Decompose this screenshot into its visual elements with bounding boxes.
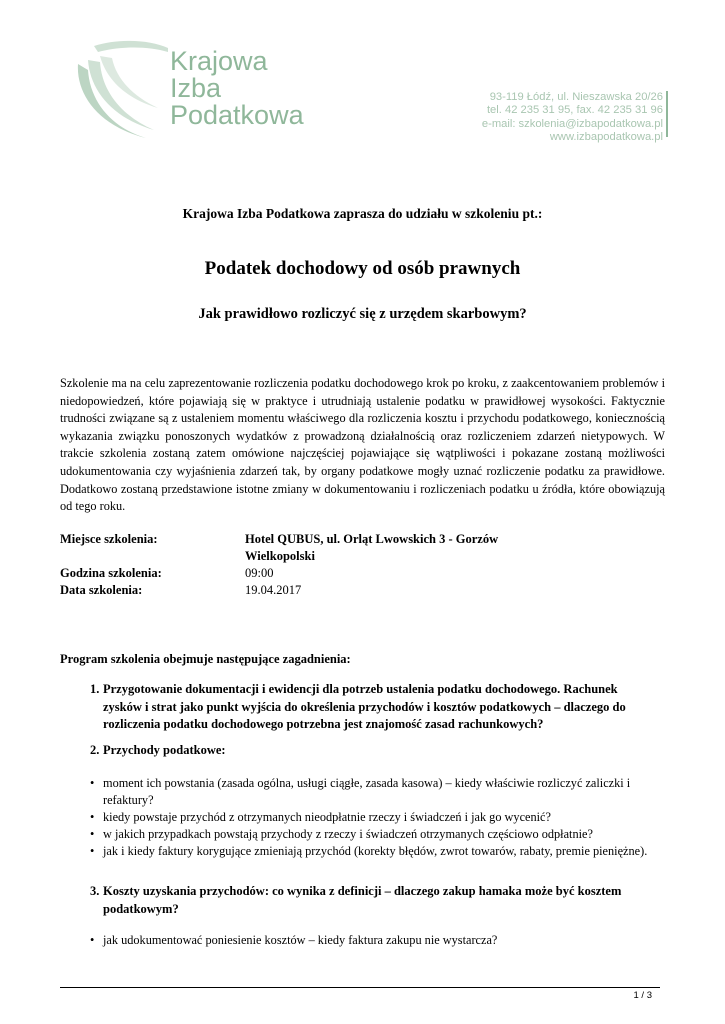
place-label: Miejsce szkolenia: — [60, 532, 158, 546]
contact-address: 93-119 Łódź, ul. Nieszawska 20/26 — [489, 91, 663, 103]
bullet-icon: • — [90, 827, 95, 841]
program-item-1 — [90, 681, 650, 735]
list-item-text: jak i kiedy faktury korygujące zmieniają przychód (korekty błędów, zwrot towarów, rabaty, premie pieniężne). — [103, 844, 648, 858]
time-label: Godzina szkolenia: — [60, 566, 162, 580]
list-item-text: jak udokumentować poniesienie kosztów – kiedy faktura zakupu nie wystarcza? — [103, 933, 498, 947]
info-row-time — [60, 565, 520, 582]
program-item-3 — [90, 883, 650, 919]
logo-line: Izba — [170, 73, 222, 103]
contact-divider — [666, 91, 668, 137]
logo-line: Krajowa — [170, 46, 268, 76]
list-item — [90, 809, 655, 827]
training-info-table — [60, 531, 520, 599]
list-item — [90, 775, 655, 810]
list-item-text: moment ich powstania (zasada ogólna, usługi ciągłe, zasada kasowa) – kiedy właściwie rozliczyć zaliczki i refaktury? — [103, 776, 631, 808]
date-label: Data szkolenia: — [60, 583, 143, 597]
list-item-text: w jakich przypadkach powstają przychody z rzeczy i świadczeń otrzymanych częściowo odpłatnie? — [103, 827, 593, 841]
program-item-number: 2. — [90, 743, 100, 757]
program-item-text: Przygotowanie dokumentacji i ewidencji dla potrzeb ustalenia podatku dochodowego. Rachunek zysków i strat jako punkt wyjścia do określenia przychodów i kosztów podatkowych – dlaczego do rozliczenia podatku dochodowego potrzebna jest znajomość zasad rachunkowych? — [103, 682, 626, 731]
bullet-icon: • — [90, 810, 95, 824]
contact-phone: tel. 42 235 31 95, fax. 42 235 31 96 — [486, 104, 663, 117]
info-row-date — [60, 582, 520, 599]
program-item-2 — [90, 742, 650, 760]
logo-wordmark — [170, 48, 304, 129]
list-item — [90, 843, 655, 878]
page-title: Podatek dochodowy od osób prawnych — [204, 258, 521, 279]
contact-email[interactable]: e-mail: szkolenia@izbapodatkowa.pl — [481, 117, 663, 130]
program-item-text: Przychody podatkowe: — [103, 743, 226, 757]
intro-text: Krajowa Izba Podatkowa zaprasza do udziału w szkoleniu pt.: — [182, 206, 543, 221]
time-value: 09:00 — [245, 566, 274, 580]
program-item-number: 3. — [90, 884, 100, 898]
list-item-text: kiedy powstaje przychód z otrzymanych nieodpłatnie rzeczy i świadczeń i jak go wycenić? — [103, 810, 551, 824]
program-item-number: 1. — [90, 682, 100, 696]
logo-emblem-icon — [72, 34, 172, 146]
footer-divider — [60, 987, 660, 988]
program-item-text: Koszty uzyskania przychodów: co wynika z definicji – dlaczego zakup hamaka może być kosztem podatkowym? — [103, 884, 622, 916]
page-number: 1 / 3 — [633, 990, 652, 1001]
contact-block — [482, 91, 663, 145]
bullet-icon: • — [90, 776, 95, 790]
list-item — [90, 932, 655, 950]
bullet-icon: • — [90, 933, 95, 947]
page-subtitle: Jak prawidłowo rozliczyć się z urzędem skarbowym? — [198, 306, 527, 322]
description-paragraph: Szkolenie ma na celu zaprezentowanie rozliczenia podatku dochodowego krok po kroku, z zaakcentowaniem problemów i niedopowiedzeń, które pojawiają się w praktyce i utrudniają ustalenie podatku w prawidłowej wysokości. Faktycznie trudności związane są z ustaleniem momentu właściwego dla rozliczenia kosztu i przychodu podatkowego, koniecznością wykazania związku ponoszonych wydatków z prowadzoną działalnością oraz rozliczeniem zdarzeń nietypowych. W trakcie szkolenia zostaną zatem omówione najczęściej pojawiające się wątpliwości i pokazane zostaną możliwości udokumentowania czy wyjaśnienia zdarzeń tak, by organy podatkowe mogły uznać rozliczenie podatku za prawidłowe. Dodatkowo zostaną przedstawione istotne zmiany w dokumentowaniu i rozliczeniach podatku u źródła, które obowiązują od tego roku. — [60, 376, 665, 514]
bullet-icon: • — [90, 844, 95, 858]
contact-website[interactable]: www.izbapodatkowa.pl — [549, 131, 663, 144]
logo-line: Podatkowa — [170, 100, 304, 130]
info-row-place — [60, 531, 520, 565]
place-value: Hotel QUBUS, ul. Orląt Lwowskich 3 - Gorzów Wielkopolski — [245, 532, 499, 563]
list-item — [90, 826, 655, 844]
date-value: 19.04.2017 — [245, 583, 302, 597]
program-heading: Program szkolenia obejmuje następujące zagadnienia: — [60, 652, 351, 666]
